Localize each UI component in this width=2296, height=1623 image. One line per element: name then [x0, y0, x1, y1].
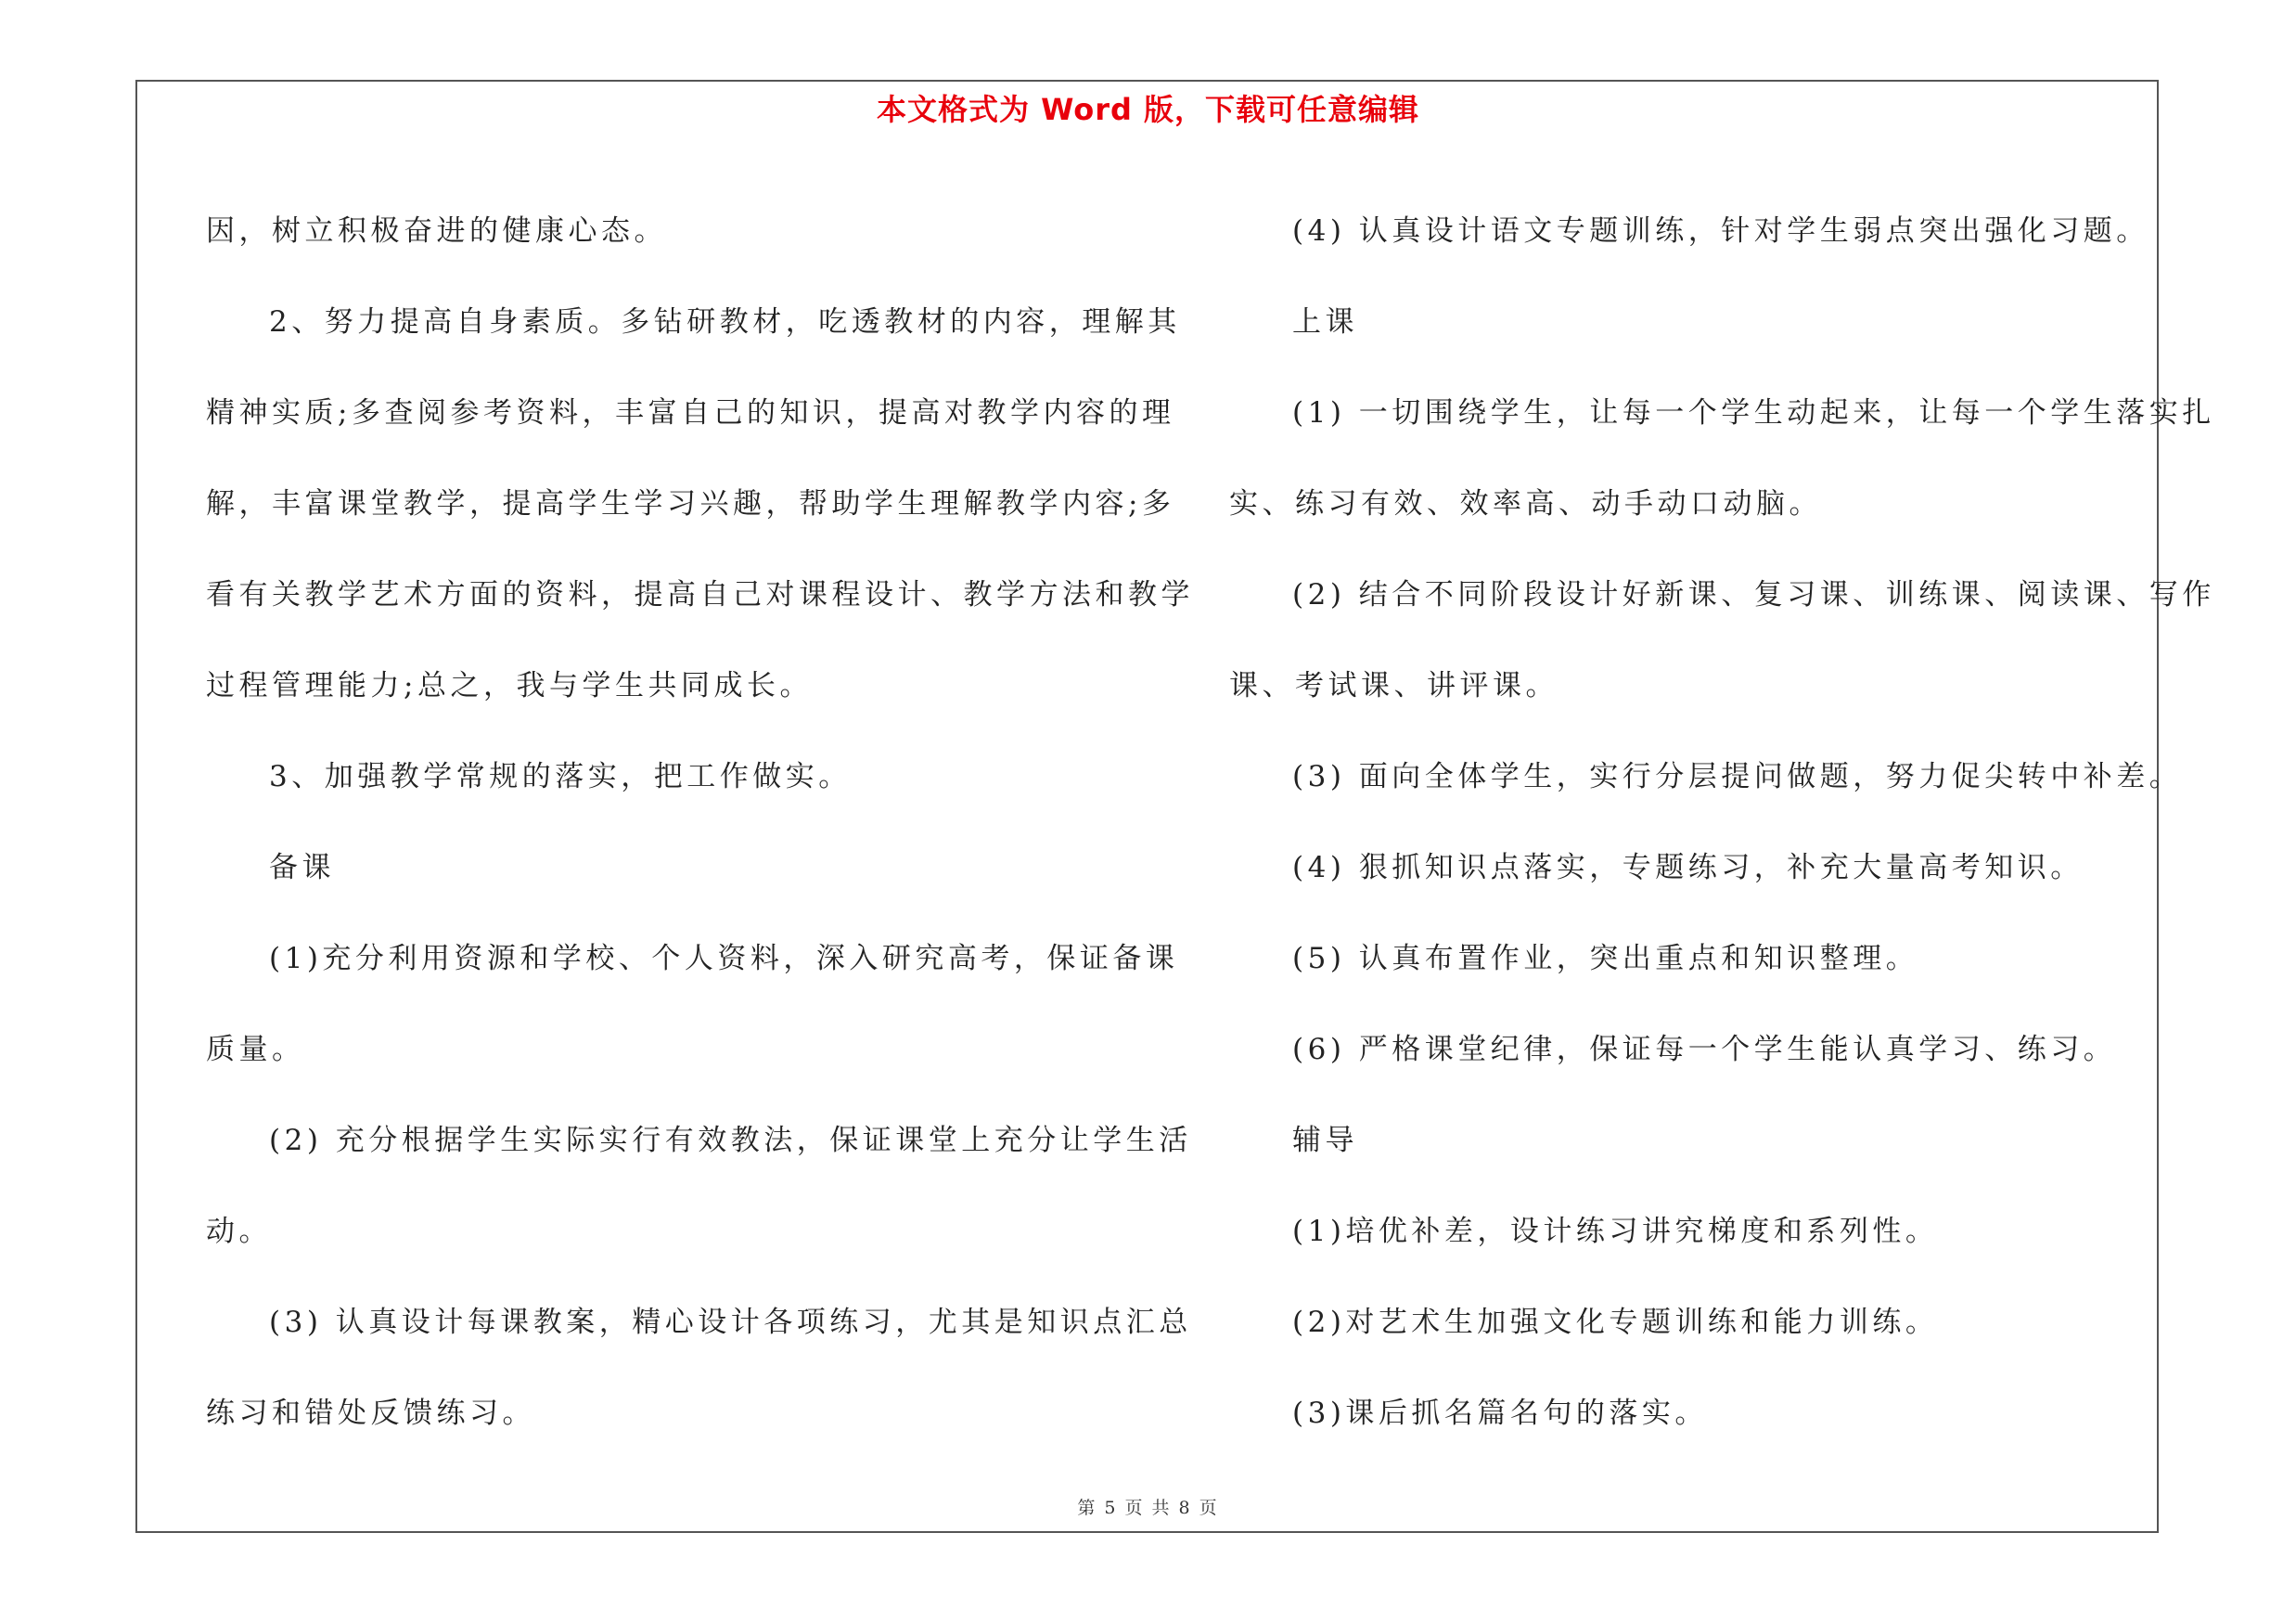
paragraph-line: 精神实质;多查阅参考资料，丰富自己的知识，提高对教学内容的理: [206, 396, 1175, 430]
paragraph-line: (3)课后抓名篇名句的落实。: [1292, 1397, 1708, 1430]
section-heading-tutoring: 辅导: [1292, 1124, 1358, 1157]
paragraph-line: (2) 充分根据学生实际实行有效教法，保证课堂上充分让学生活: [269, 1124, 1192, 1157]
section-heading-class: 上课: [1292, 305, 1358, 339]
paragraph-line: 解，丰富课堂教学，提高学生学习兴趣，帮助学生理解教学内容;多: [206, 487, 1175, 521]
page-number: 第 5 页 共 8 页: [1077, 1498, 1219, 1518]
paragraph-line: (3) 认真设计每课教案，精心设计各项练习，尤其是知识点汇总: [269, 1306, 1192, 1339]
paragraph-line: (4) 认真设计语文专题训练，针对学生弱点突出强化习题。: [1292, 214, 2149, 248]
paragraph-line: (5) 认真布置作业，突出重点和知识整理。: [1292, 942, 1919, 975]
right-column: [1229, 186, 2215, 1459]
paragraph-line: 动。: [206, 1215, 272, 1248]
paragraph-line: 练习和错处反馈练习。: [206, 1397, 535, 1430]
paragraph-line: 实、练习有效、效率高、动手动口动脑。: [1229, 487, 1822, 521]
paragraph-line: 课、考试课、讲评课。: [1229, 669, 1558, 702]
paragraph-line: (6) 严格课堂纪律，保证每一个学生能认真学习、练习。: [1292, 1033, 2117, 1066]
paragraph-line: (3) 面向全体学生，实行分层提问做题，努力促尖转中补差。: [1292, 760, 2183, 793]
left-column: [206, 186, 1194, 1459]
paragraph-line: (1)充分利用资源和学校、个人资料，深入研究高考，保证备课: [269, 942, 1179, 975]
paragraph-line: 质量。: [206, 1033, 305, 1066]
header-banner: 本文格式为 Word 版，下载可任意编辑: [876, 92, 1420, 127]
paragraph-line: 看有关教学艺术方面的资料，提高自己对课程设计、教学方法和教学: [206, 578, 1194, 612]
paragraph-line: 因，树立积极奋进的健康心态。: [206, 214, 667, 248]
paragraph-line: (2)对艺术生加强文化专题训练和能力训练。: [1292, 1306, 1939, 1339]
paragraph-line: (2) 结合不同阶段设计好新课、复习课、训练课、阅读课、写作: [1292, 578, 2215, 612]
paragraph-line: (1)培优补差，设计练习讲究梯度和系列性。: [1292, 1215, 1939, 1248]
paragraph-line: (4) 狠抓知识点落实，专题练习，补充大量高考知识。: [1292, 851, 2084, 884]
paragraph-line: (1) 一切围绕学生，让每一个学生动起来，让每一个学生落实扎: [1292, 396, 2215, 430]
paragraph-line: 过程管理能力;总之，我与学生共同成长。: [206, 669, 813, 702]
paragraph-line: 3、加强教学常规的落实，把工作做实。: [269, 760, 852, 793]
paragraph-line: 2、努力提高自身素质。多钻研教材，吃透教材的内容，理解其: [269, 305, 1181, 339]
section-heading-lesson-prep: 备课: [269, 851, 335, 884]
